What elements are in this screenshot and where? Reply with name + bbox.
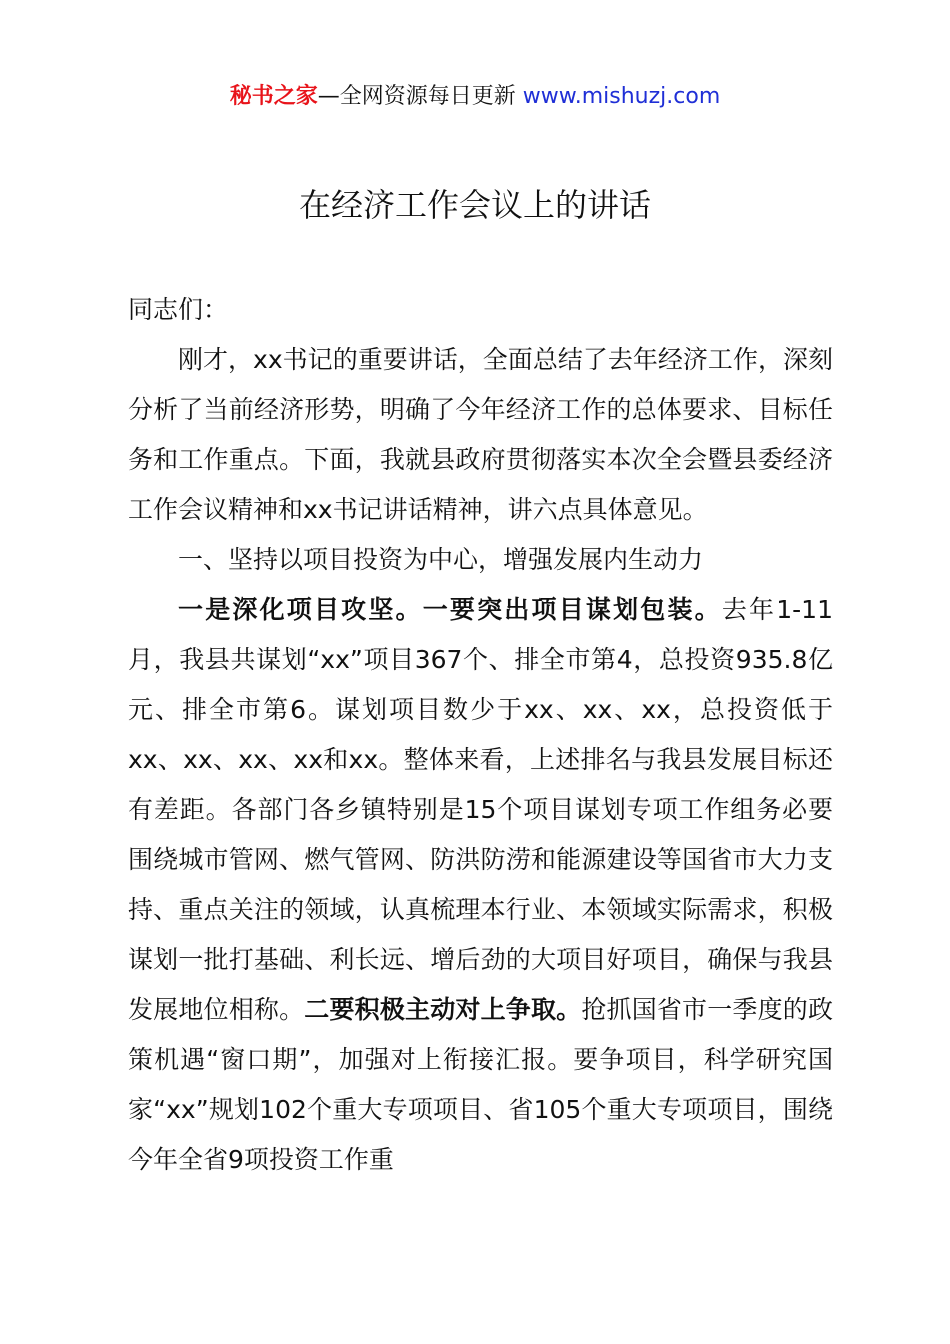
bold-lead-2: 二要积极主动对上争取。 (304, 995, 582, 1024)
site-brand: 秘书之家 (229, 84, 318, 109)
bold-lead-1: 一是深化项目攻坚。一要突出项目谋划包装。 (178, 595, 722, 624)
document-body (128, 285, 833, 1185)
site-url-link[interactable]: www.mishuzj.com (522, 84, 721, 109)
intro-paragraph: 刚才，xx书记的重要讲话，全面总结了去年经济工作，深刻分析了当前经济形势，明确了今年经济工作的总体要求、目标任务和工作重点。下面，我就县政府贯彻落实本次全会暨县委经济工作会议精神和xx书记讲话精神，讲六点具体意见。 (128, 345, 833, 524)
site-header (0, 82, 950, 112)
document-title: 在经济工作会议上的讲话 (298, 186, 651, 224)
section-heading-1: 一、坚持以项目投资为中心，增强发展内生动力 (178, 545, 704, 574)
project-paragraph (128, 585, 833, 1185)
paragraph-text-1: 去年1-11月，我县共谋划“xx”项目367个、排全市第4，总投资935.8亿元、排全市第6。谋划项目数少于xx、xx、xx，总投资低于xx、xx、xx、xx和xx。整体来看，上述排名与我县发展目标还有差距。各部门各乡镇特别是15个项目谋划专项工作组务必要围绕城市管网、燃气管网、防洪防涝和能源建设等国省市大力支持、重点关注的领域，认真梳理本行业、本领域实际需求，积极谋划一批打基础、利长远、增后劲的大项目好项目，确保与我县发展地位相称。 (128, 595, 833, 1024)
salutation: 同志们： (128, 295, 229, 324)
paragraph-text-2: 抢抓国省市一季度的政策机遇“窗口期”，加强对上衔接汇报。要争项目，科学研究国家“xx”规划102个重大专项项目、省105个重大专项项目，围绕今年全省9项投资工作重 (128, 995, 833, 1174)
site-tagline: —全网资源每日更新 (317, 84, 523, 109)
